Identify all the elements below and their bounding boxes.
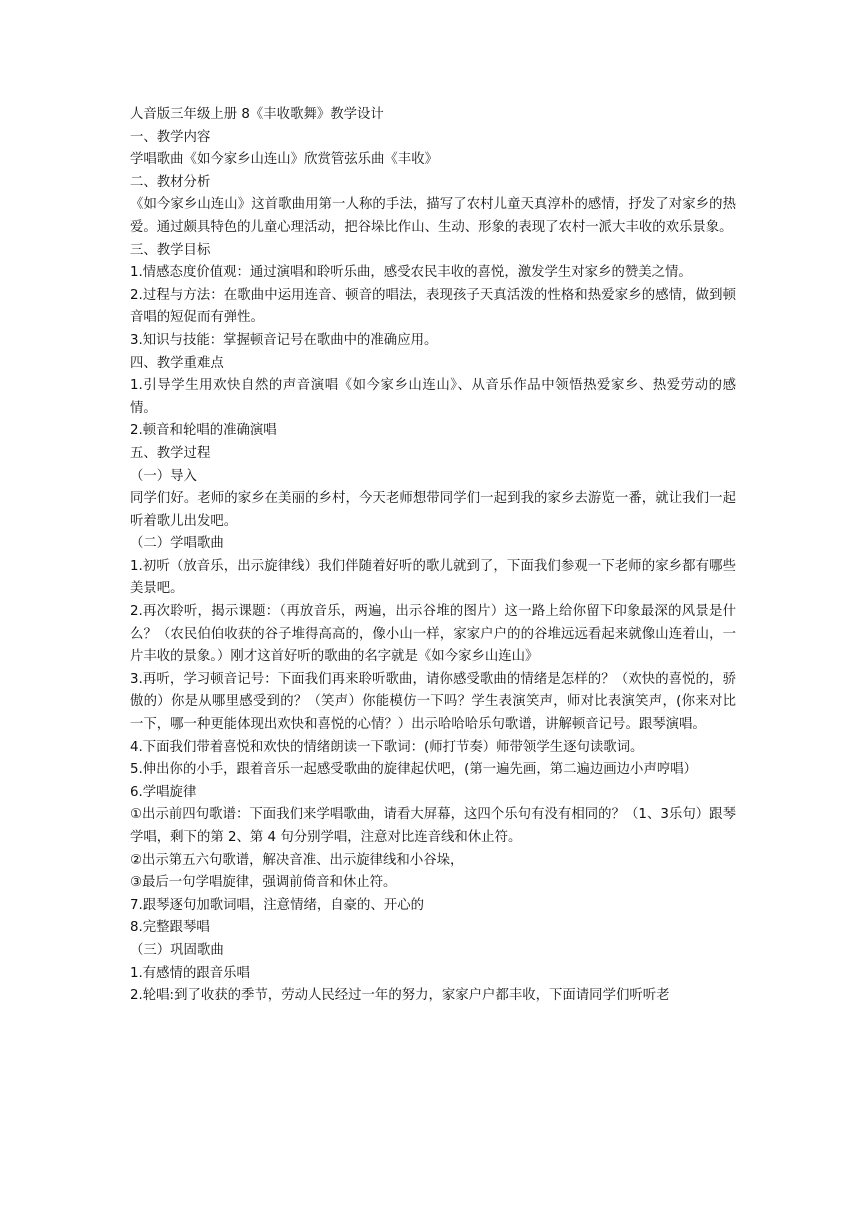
- document-title: 人音版三年级上册 8《丰收歌舞》教学设计: [130, 107, 384, 122]
- paragraph: 7.跟琴逐句加歌词唱，注意情绪，自豪的、开心的: [130, 897, 424, 913]
- paragraph: 6.学唱旋律: [130, 784, 197, 800]
- paragraph: 3.知识与技能：掌握顿音记号在歌曲中的准确应用。: [130, 332, 438, 348]
- paragraph: 4.下面我们带着喜悦和欢快的情绪朗读一下歌词：(师打节奏）师带领学生逐句读歌词。: [130, 739, 644, 755]
- paragraph: 2.过程与方法：在歌曲中运用连音、顿音的唱法，表现孩子天真活泼的性格和热爱家乡的感情，做到顿音唱的短促而有弹性。: [130, 287, 736, 326]
- paragraph: 8.完整跟琴唱: [130, 920, 210, 936]
- section-heading: 四、教学重难点: [130, 355, 224, 371]
- paragraph: ③最后一句学唱旋律，强调前倚音和休止符。: [130, 875, 397, 891]
- paragraph: 1.引导学生用欢快自然的声音演唱《如今家乡山连山》、从音乐作品中领悟热爱家乡、热爱劳动的感情。: [130, 378, 736, 416]
- paragraph: 3.再听，学习顿音记号：下面我们再来聆听歌曲，请你感受歌曲的情绪是怎样的？（欢快的喜悦的，骄傲的）你是从哪里感受到的？（笑声）你能模仿一下吗？学生表演笑声，师对比表演笑声，(你来对比一下，哪一种更能体现出欢快和喜悦的心情？）出示哈哈哈乐句歌谱，讲解顿音记号。跟琴演唱。: [130, 671, 736, 733]
- paragraph: 1.初听（放音乐，出示旋律线）我们伴随着好听的歌儿就到了，下面我们参观一下老师的家乡都有哪些美景吧。: [130, 558, 736, 597]
- paragraph: ②出示第五六句歌谱，解决音准、出示旋律线和小谷垛，: [130, 852, 464, 868]
- section-heading: 一、教学内容: [130, 129, 211, 145]
- section-heading: 三、教学目标: [130, 242, 211, 258]
- paragraph: 1.情感态度价值观：通过演唱和聆听乐曲，感受农民丰收的喜悦，激发学生对家乡的赞美之情。: [130, 265, 692, 281]
- paragraph: 《如今家乡山连山》这首歌曲用第一人称的手法，描写了农村儿童天真淳朴的感情，抒发了对家乡的热爱。通过颇具特色的儿童心理活动，把谷垛比作山、生动、形象的表现了农村一派大丰收的欢乐景象。: [130, 197, 736, 235]
- paragraph: 同学们好。老师的家乡在美丽的乡村，今天老师想带同学们一起到我的家乡去游览一番，就让我们一起听着歌儿出发吧。: [130, 491, 736, 529]
- paragraph: 1.有感情的跟音乐唱: [130, 965, 250, 981]
- subsection-heading: （三）巩固歌曲: [130, 942, 224, 958]
- paragraph: 2.再次聆听，揭示课题：（再放音乐，两遍，出示谷堆的图片）这一路上给你留下印象最深的风景是什么？（农民伯伯收获的谷子堆得高高的，像小山一样，家家户户的的谷堆远远看起来就像山连着山，一片丰收的景象。）刚才这首好听的歌曲的名字就是《如今家乡山连山》: [130, 604, 736, 665]
- subsection-heading: （二）学唱歌曲: [130, 536, 224, 552]
- document-body: [130, 104, 736, 1008]
- paragraph: 5.伸出你的小手，跟着音乐一起感受歌曲的旋律起伏吧，(第一遍先画，第二遍边画边小声哼唱）: [130, 762, 698, 778]
- paragraph: 2.顿音和轮唱的准确演唱: [130, 423, 277, 439]
- paragraph: ①出示前四句歌谱：下面我们来学唱歌曲，请看大屏幕，这四个乐句有没有相同的？（1、3乐句）跟琴学唱，剩下的第 2、第 4 句分别学唱，注意对比连音线和休止符。: [130, 807, 736, 845]
- section-heading: 二、教材分析: [130, 174, 211, 190]
- subsection-heading: （一）导入: [130, 468, 197, 484]
- paragraph: 学唱歌曲《如今家乡山连山》欣赏管弦乐曲《丰收》: [130, 152, 438, 168]
- paragraph: 2.轮唱:到了收获的季节，劳动人民经过一年的努力，家家户户都丰收，下面请同学们听听老: [130, 988, 670, 1004]
- section-heading: 五、教学过程: [130, 445, 211, 461]
